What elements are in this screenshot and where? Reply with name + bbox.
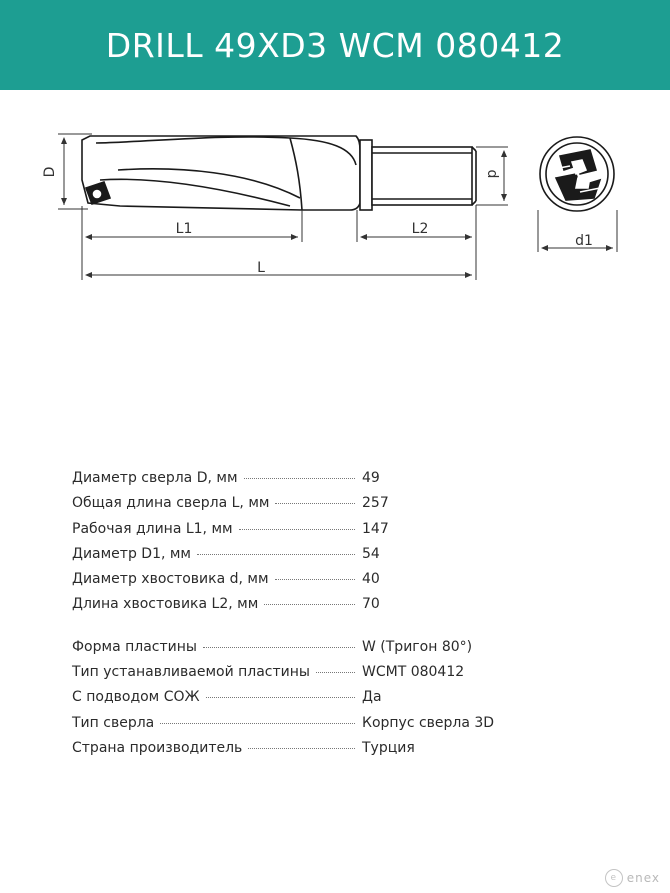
spec-group-dimensions: [72, 470, 532, 622]
dim-label-L1: L1: [175, 221, 193, 237]
spec-value: W (Тригон 80°): [362, 638, 473, 655]
spec-value: 54: [362, 545, 380, 562]
spec-row: [72, 470, 532, 495]
spec-row: [72, 639, 532, 664]
dim-label-d1: d1: [575, 233, 593, 249]
page-title: DRILL 49XD3 WCM 080412: [105, 25, 565, 65]
dot-leader: [275, 579, 355, 580]
spec-label: С подводом СОЖ: [72, 689, 200, 706]
spec-row: [72, 715, 532, 740]
dim-label-D: D: [42, 166, 58, 178]
spec-label: Форма пластины: [72, 638, 197, 655]
spec-label: Общая длина сверла L, мм: [72, 495, 270, 512]
spec-value: WCMT 080412: [362, 664, 465, 681]
dot-leader: [248, 748, 355, 749]
dot-leader: [316, 672, 355, 673]
spec-value: Корпус сверла 3D: [362, 714, 495, 731]
watermark-logo: [605, 869, 660, 887]
dot-leader: [197, 554, 355, 555]
spec-row: [72, 495, 532, 520]
spec-row: [72, 664, 532, 689]
dot-leader: [275, 503, 355, 504]
spec-label: Диаметр сверла D, мм: [72, 470, 238, 486]
spec-label: Рабочая длина L1, мм: [72, 520, 233, 537]
spec-label: Длина хвостовика L2, мм: [72, 596, 259, 613]
dim-label-L2: L2: [411, 221, 429, 237]
dot-leader: [264, 604, 355, 605]
spec-label: Тип устанавливаемой пластины: [72, 664, 310, 681]
drill-end-view: [540, 137, 614, 211]
dim-label-L: L: [257, 260, 265, 276]
spec-row: [72, 596, 532, 621]
spec-row: [72, 521, 532, 546]
spacer: [72, 622, 532, 639]
dot-leader: [244, 478, 355, 479]
spec-label: Страна производитель: [72, 739, 243, 756]
spec-row: [72, 571, 532, 596]
spec-label: Тип сверла: [72, 714, 155, 731]
spec-value: Да: [362, 689, 382, 706]
spec-value: 70: [362, 596, 380, 613]
page-header: [0, 0, 670, 90]
spec-row: [72, 546, 532, 571]
spec-value: 147: [362, 520, 389, 537]
spec-row: [72, 689, 532, 714]
enex-logo-icon: e: [605, 869, 623, 887]
drill-drawing: [0, 110, 670, 310]
spec-value: 257: [362, 495, 389, 512]
spec-value: Турция: [362, 739, 415, 756]
dot-leader: [160, 723, 355, 724]
dot-leader: [203, 647, 355, 648]
spec-value: 40: [362, 571, 380, 588]
specifications: [72, 470, 532, 765]
watermark-text: enex: [626, 871, 660, 885]
drill-side-view: [82, 136, 476, 210]
spec-value: 49: [362, 470, 380, 486]
spec-group-properties: [72, 639, 532, 765]
spec-label: Диаметр хвостовика d, мм: [72, 571, 269, 588]
spec-row: [72, 740, 532, 765]
dim-label-d: d: [484, 169, 500, 179]
dot-leader: [239, 529, 355, 530]
spec-label: Диаметр D1, мм: [72, 545, 191, 562]
dot-leader: [206, 697, 355, 698]
